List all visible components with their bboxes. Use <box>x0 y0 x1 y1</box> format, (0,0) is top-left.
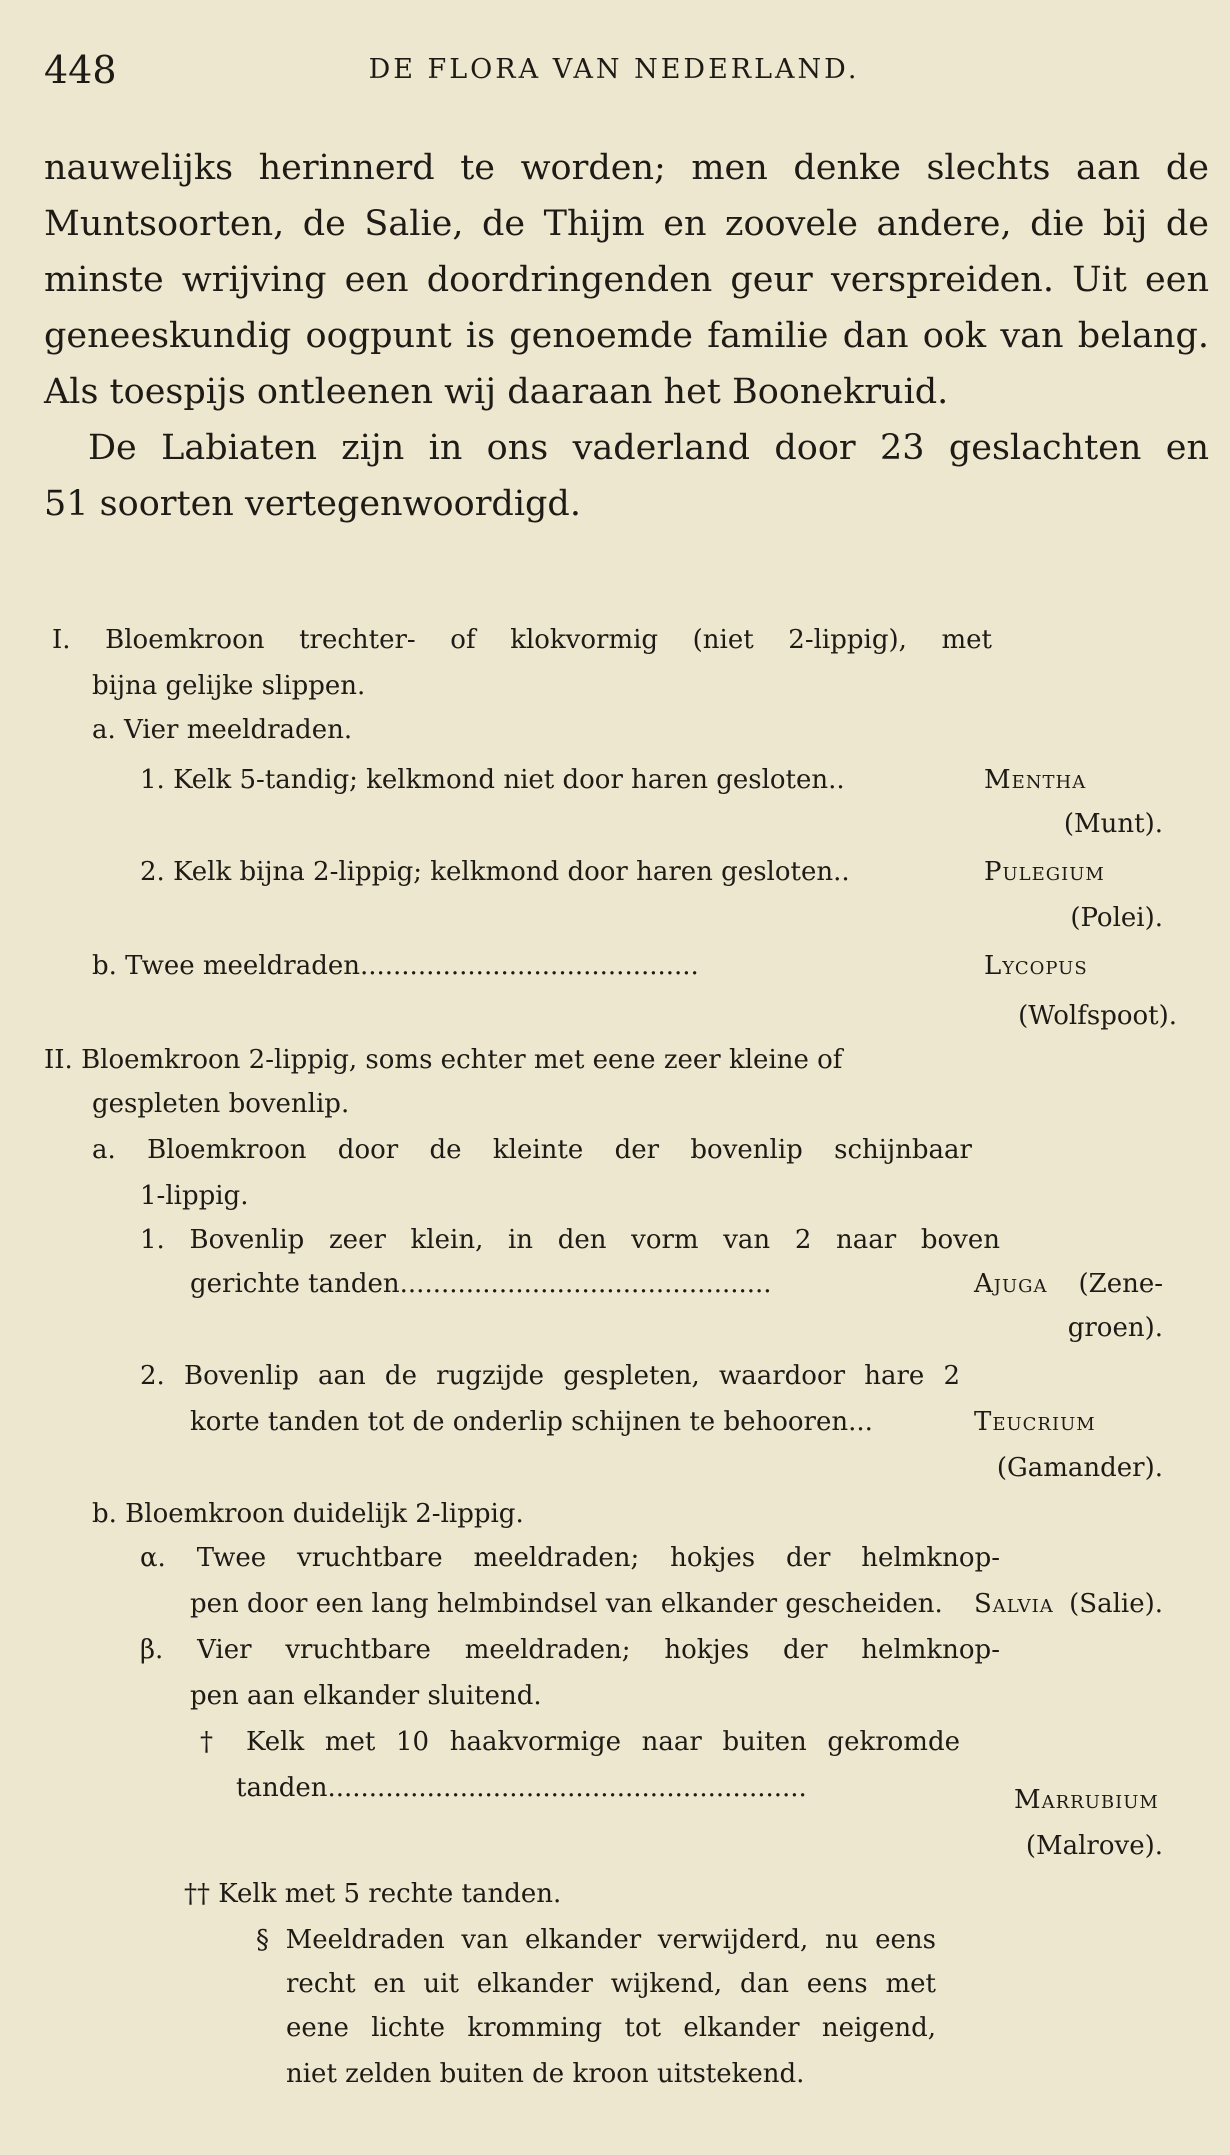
common-name: (Munt). <box>1063 809 1163 839</box>
common-name: (Zene- <box>1078 1269 1163 1299</box>
text-line: geneeskundig oogpunt is genoemde familie dan ook van belang. <box>44 316 1209 356</box>
key-line: II. Bloemkroon 2-lippig, soms echter met eene zeer kleine of <box>44 1045 843 1075</box>
text-line: nauwelijks herinnerd te worden; men denke slechts aan de <box>44 148 1209 188</box>
key-line: † Kelk met 10 haakvormige naar buiten gekromde <box>200 1727 960 1757</box>
key-line: a. Vier meeldraden. <box>92 715 353 745</box>
page-number: 448 <box>44 48 117 92</box>
genus-name: Ajuga <box>974 1269 1048 1299</box>
key-line: gespleten bovenlip. <box>92 1089 350 1119</box>
paragraph-2 <box>44 420 1209 532</box>
genus-name: Mentha <box>984 765 1087 795</box>
key-line: bijna gelijke slippen. <box>92 671 366 701</box>
key-line: a. Bloemkroon door de kleinte der bovenlip schijnbaar <box>92 1135 972 1165</box>
key-line: 2. Bovenlip aan de rugzijde gespleten, waardoor hare 2 <box>140 1361 960 1391</box>
text-line: minste wrijving een doordringenden geur verspreiden. Uit een <box>44 260 1209 300</box>
key-line: tanden.......................................................... <box>236 1773 807 1803</box>
key-line: § Meeldraden van elkander verwijderd, nu eens <box>256 1925 936 1955</box>
key-line: 1-lippig. <box>140 1181 249 1211</box>
key-line: b. Bloemkroon duidelijk 2-lippig. <box>92 1499 524 1529</box>
text-line: De Labiaten zijn in ons vaderland door 23 geslachten en <box>88 428 1209 468</box>
genus-name: Salvia <box>974 1589 1054 1619</box>
genus-name: Pulegium <box>984 857 1105 887</box>
common-name: (Salie). <box>1069 1589 1163 1619</box>
text-line: 51 soorten vertegenwoordigd. <box>44 484 581 524</box>
key-line: β. Vier vruchtbare meeldraden; hokjes der helmknop- <box>140 1635 1000 1665</box>
key-line: recht en uit elkander wijkend, dan eens met <box>286 1969 936 1999</box>
common-name: (Malrove). <box>1025 1831 1163 1861</box>
key-line: α. Twee vruchtbare meeldraden; hokjes der helmknop- <box>140 1543 1000 1573</box>
common-name: (Polei). <box>1070 903 1163 933</box>
key-line: gerichte tanden............................................. <box>190 1269 772 1299</box>
key-line: eene lichte kromming tot elkander neigend, <box>286 2013 936 2043</box>
genus-name: Lycopus <box>984 951 1088 981</box>
page-header <box>44 48 1184 98</box>
key-line: 1. Bovenlip zeer klein, in den vorm van 2 naar boven <box>140 1225 1000 1255</box>
key-line: 1. Kelk 5-tandig; kelkmond niet door haren gesloten.. <box>140 765 845 795</box>
running-title: DE FLORA VAN NEDERLAND. <box>368 54 860 85</box>
key-line: niet zelden buiten de kroon uitstekend. <box>286 2059 805 2089</box>
key-line: pen door een lang helmbindsel van elkander gescheiden. <box>190 1589 943 1619</box>
key-line: †† Kelk met 5 rechte tanden. <box>184 1879 562 1909</box>
common-name: (Wolfspoot). <box>1018 1001 1177 1031</box>
common-name: groen). <box>1067 1313 1163 1343</box>
key-line: I. Bloemkroon trechter- of klokvormig (niet 2-lippig), met <box>52 625 992 655</box>
genus-name: Teucrium <box>974 1407 1096 1437</box>
key-line: 2. Kelk bijna 2-lippig; kelkmond door haren gesloten.. <box>140 857 850 887</box>
text-line: Muntsoorten, de Salie, de Thijm en zoovele andere, die bij de <box>44 204 1209 244</box>
genus-name: Marrubium <box>1014 1785 1159 1815</box>
key-line: korte tanden tot de onderlip schijnen te behooren... <box>190 1407 873 1437</box>
text-line: Als toespijs ontleenen wij daaraan het Boonekruid. <box>44 372 949 412</box>
paragraph-1 <box>44 140 1209 420</box>
key-line: b. Twee meeldraden......................................... <box>92 951 699 981</box>
common-name: (Gamander). <box>996 1453 1163 1483</box>
key-line: pen aan elkander sluitend. <box>190 1681 542 1711</box>
